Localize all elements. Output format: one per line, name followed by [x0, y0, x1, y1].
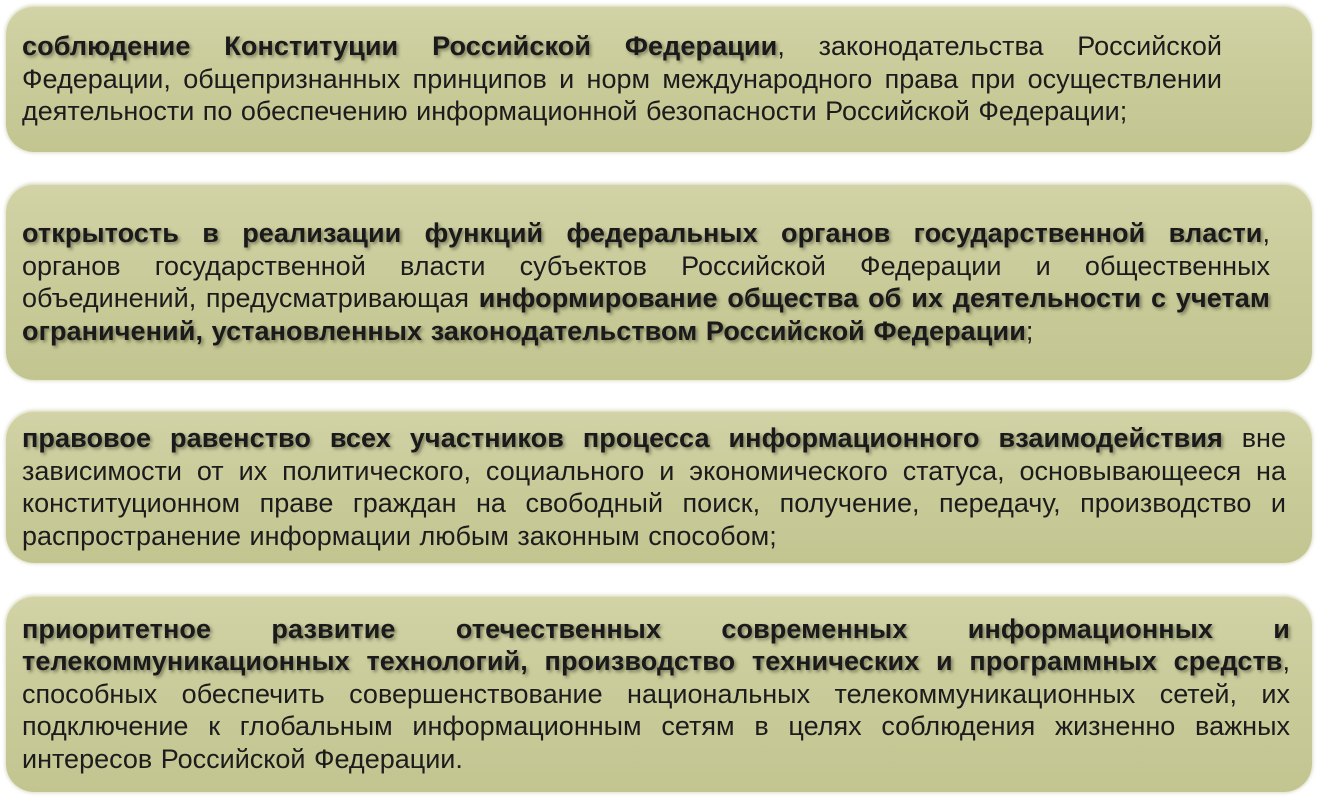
principle-rest: , законодательства Российской Федерации, общепризнанных принципов и норм международного права при осуществлении деятельности по обеспечению информационной безопасности Российской Федерации;: [22, 31, 1222, 127]
principle-highlight-secondary: информирование общества об их деятельности с учетам ограничений, установленных законодательством Российской Федерации: [22, 283, 1270, 346]
principle-rest: , способных обеспечить совершенствование национальных телекоммуникационных сетей, их подключение к глобальным информационным сетям в целях соблюдения жизненно важных интересов Российской Федерации.: [22, 646, 1290, 774]
principle-rest: вне зависимости от их политического, социального и экономического статуса, основывающееся на конституционном праве граждан на свободный поиск, получение, передачу, производство и распространение информации любым законным способом;: [22, 423, 1286, 551]
principle-highlight: приоритетное развитие отечественных современных информационных и телекоммуникационных технологий, производство технических и программных средств: [22, 613, 1290, 677]
principle-highlight: открытость в реализации функций федеральных органов государственной власти: [22, 218, 1263, 248]
principle-card-constitution: [6, 6, 1312, 152]
principle-text: [22, 422, 1286, 552]
principle-highlight: правовое равенство всех участников процесса информационного взаимодействия: [22, 423, 1223, 453]
principle-text: [22, 613, 1290, 776]
principle-text: [22, 30, 1222, 128]
principle-card-openness: [6, 184, 1312, 380]
principle-text: [22, 217, 1270, 347]
principle-card-technology: [6, 596, 1312, 792]
principle-card-equality: [6, 411, 1312, 563]
principle-middle: , органов государственной власти субъектов Российской Федерации и общественных объединений, предусматривающая: [22, 218, 1270, 313]
principle-rest: ;: [1025, 315, 1034, 346]
principle-highlight: соблюдение Конституции Российской Федерации: [22, 31, 778, 62]
